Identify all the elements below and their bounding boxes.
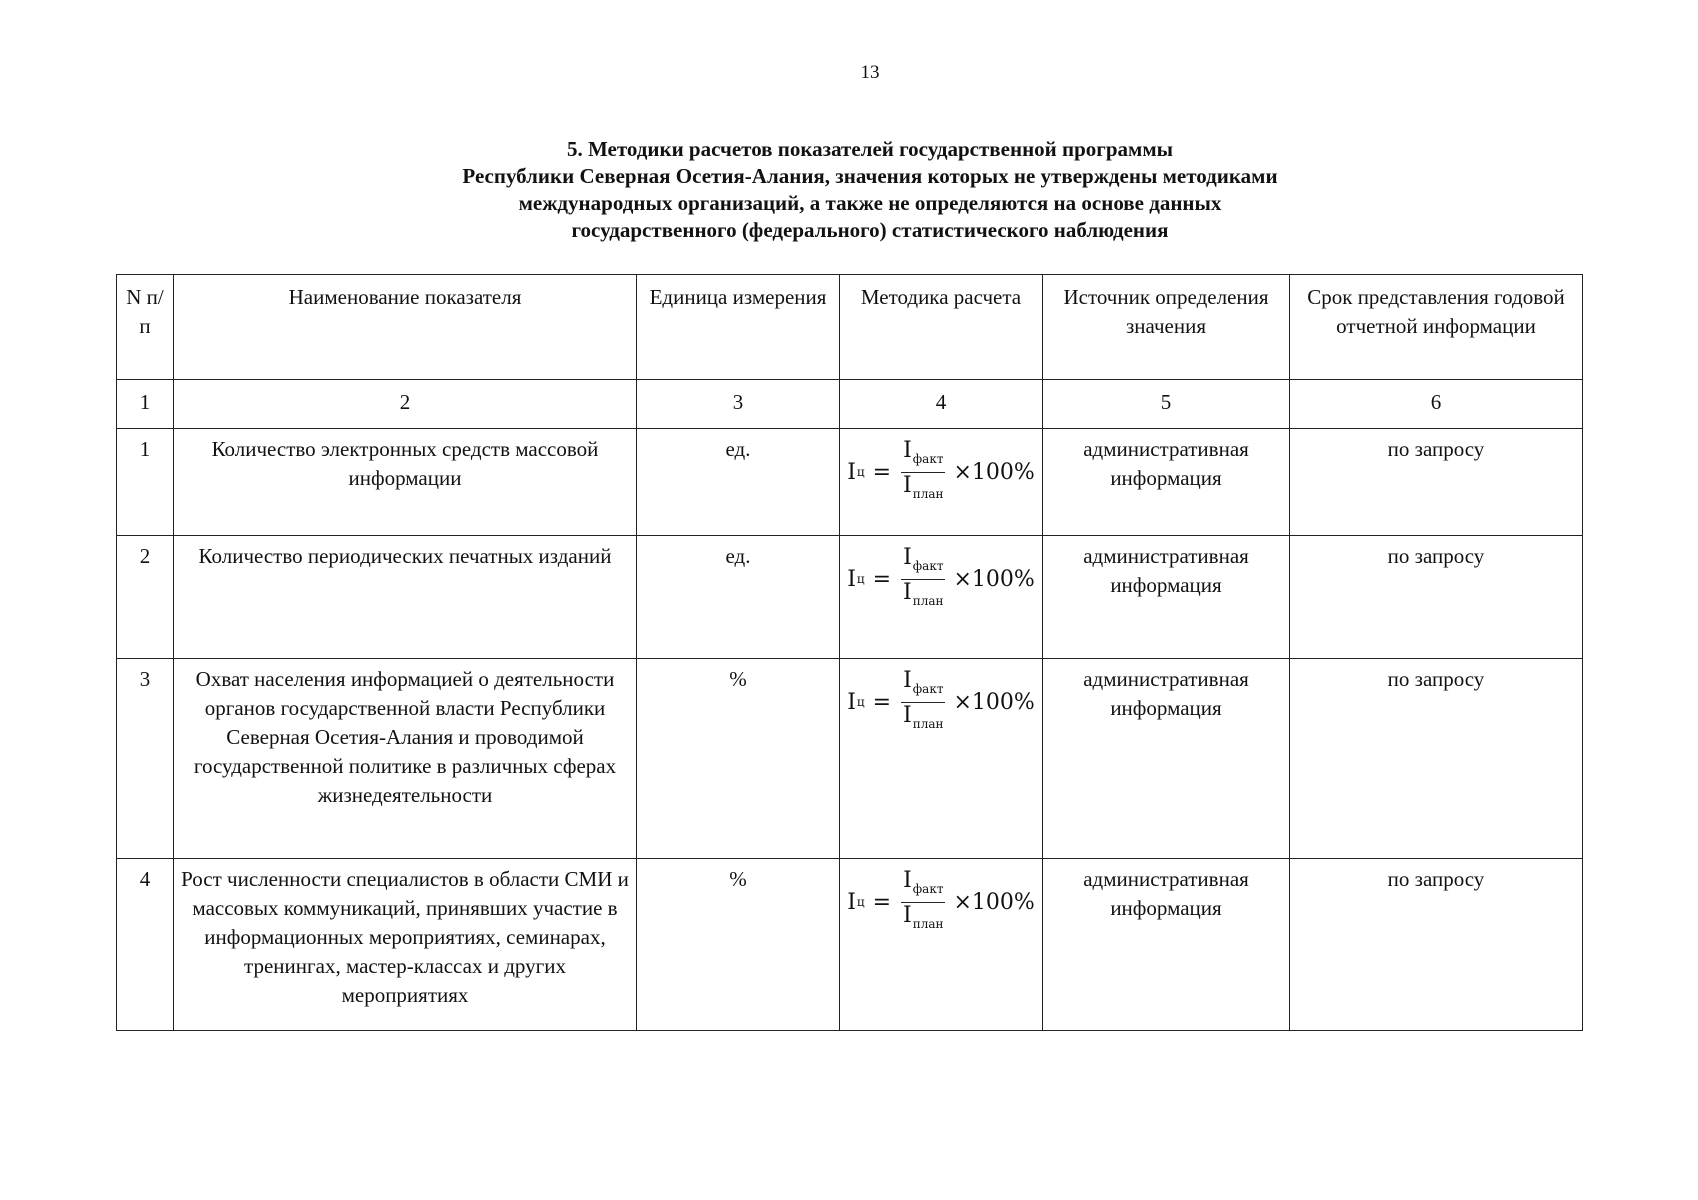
formula bbox=[847, 669, 1035, 736]
formula-cell bbox=[840, 659, 1043, 859]
indicator-name: Количество электронных средств массовой информации bbox=[174, 429, 637, 536]
formula-lhs-sub: ц bbox=[856, 465, 865, 479]
formula-cell bbox=[840, 859, 1043, 1031]
formula-den-sub: план bbox=[912, 487, 944, 501]
table-row bbox=[117, 429, 1583, 536]
formula-lhs: I bbox=[847, 567, 856, 592]
formula-times: ×100% bbox=[953, 690, 1035, 715]
formula-eq: = bbox=[872, 567, 892, 592]
column-number: 2 bbox=[174, 380, 637, 429]
formula-num: I bbox=[903, 545, 912, 570]
row-number: 3 bbox=[117, 659, 174, 859]
formula-fraction bbox=[901, 869, 945, 936]
formula-num-sub: факт bbox=[912, 452, 944, 466]
source-cell: административная информация bbox=[1043, 429, 1290, 536]
formula-fraction bbox=[901, 546, 945, 613]
deadline-cell: по запросу bbox=[1290, 859, 1583, 1031]
deadline-cell: по запросу bbox=[1290, 659, 1583, 859]
table-row bbox=[117, 536, 1583, 659]
formula-times: ×100% bbox=[953, 460, 1035, 485]
formula-num: I bbox=[903, 668, 912, 693]
row-number: 1 bbox=[117, 429, 174, 536]
column-number-row bbox=[117, 380, 1583, 429]
formula-eq: = bbox=[872, 460, 892, 485]
formula-num: I bbox=[903, 438, 912, 463]
formula-den-sub: план bbox=[912, 717, 944, 731]
deadline-cell: по запросу bbox=[1290, 536, 1583, 659]
formula-den: I bbox=[903, 903, 912, 928]
title-line: Республики Северная Осетия-Алания, значения которых не утверждены методиками bbox=[462, 164, 1278, 188]
unit-cell: ед. bbox=[637, 429, 840, 536]
column-number: 4 bbox=[840, 380, 1043, 429]
column-number: 3 bbox=[637, 380, 840, 429]
unit-cell: % bbox=[637, 859, 840, 1031]
formula bbox=[847, 546, 1035, 613]
unit-cell: % bbox=[637, 659, 840, 859]
column-number: 1 bbox=[117, 380, 174, 429]
formula-fraction bbox=[901, 439, 945, 506]
deadline-cell: по запросу bbox=[1290, 429, 1583, 536]
formula-eq: = bbox=[872, 690, 892, 715]
formula-cell bbox=[840, 536, 1043, 659]
formula-lhs-sub: ц bbox=[856, 895, 865, 909]
formula-den-sub: план bbox=[912, 594, 944, 608]
table-row bbox=[117, 859, 1583, 1031]
table-row bbox=[117, 659, 1583, 859]
formula-lhs: I bbox=[847, 890, 856, 915]
formula-lhs-sub: ц bbox=[856, 572, 865, 586]
formula-cell bbox=[840, 429, 1043, 536]
header-method: Методика расчета bbox=[840, 275, 1043, 380]
formula-num-sub: факт bbox=[912, 882, 944, 896]
column-number: 6 bbox=[1290, 380, 1583, 429]
section-title bbox=[0, 136, 1698, 244]
source-cell: административная информация bbox=[1043, 659, 1290, 859]
formula-lhs: I bbox=[847, 460, 856, 485]
formula-num: I bbox=[903, 868, 912, 893]
indicator-name: Охват населения информацией о деятельности органов государственной власти Республики Северная Осетия-Алания и проводимой государственной политике в различных сферах жизнедеятельности bbox=[174, 659, 637, 859]
formula-den: I bbox=[903, 703, 912, 728]
formula-den-sub: план bbox=[912, 917, 944, 931]
page-number: 13 bbox=[860, 62, 880, 83]
header-deadline: Срок представления годовой отчетной информации bbox=[1290, 275, 1583, 380]
unit-cell: ед. bbox=[637, 536, 840, 659]
header-source: Источник определения значения bbox=[1043, 275, 1290, 380]
indicator-name: Рост численности специалистов в области СМИ и массовых коммуникаций, принявших участие в информационных мероприятиях, семинарах, тренингах, мастер-классах и других мероприятиях bbox=[174, 859, 637, 1031]
formula-lhs: I bbox=[847, 690, 856, 715]
source-cell: административная информация bbox=[1043, 859, 1290, 1031]
source-cell: административная информация bbox=[1043, 536, 1290, 659]
indicators-table bbox=[116, 274, 1583, 1031]
formula-lhs-sub: ц bbox=[856, 695, 865, 709]
formula-den: I bbox=[903, 473, 912, 498]
formula-eq: = bbox=[872, 890, 892, 915]
header-n: N п/п bbox=[117, 275, 174, 380]
row-number: 4 bbox=[117, 859, 174, 1031]
formula-fraction bbox=[901, 669, 945, 736]
formula-den: I bbox=[903, 580, 912, 605]
table-header-row bbox=[117, 275, 1583, 380]
formula bbox=[847, 439, 1035, 506]
row-number: 2 bbox=[117, 536, 174, 659]
formula-num-sub: факт bbox=[912, 682, 944, 696]
title-line: 5. Методики расчетов показателей государственной программы bbox=[566, 137, 1174, 161]
formula bbox=[847, 869, 1035, 936]
title-line: международных организаций, а также не определяются на основе данных bbox=[518, 191, 1222, 215]
indicator-name: Количество периодических печатных изданий bbox=[174, 536, 637, 659]
formula-times: ×100% bbox=[953, 567, 1035, 592]
formula-times: ×100% bbox=[953, 890, 1035, 915]
formula-num-sub: факт bbox=[912, 559, 944, 573]
header-unit: Единица измерения bbox=[637, 275, 840, 380]
header-name: Наименование показателя bbox=[174, 275, 637, 380]
column-number: 5 bbox=[1043, 380, 1290, 429]
title-line: государственного (федерального) статистического наблюдения bbox=[571, 218, 1169, 242]
